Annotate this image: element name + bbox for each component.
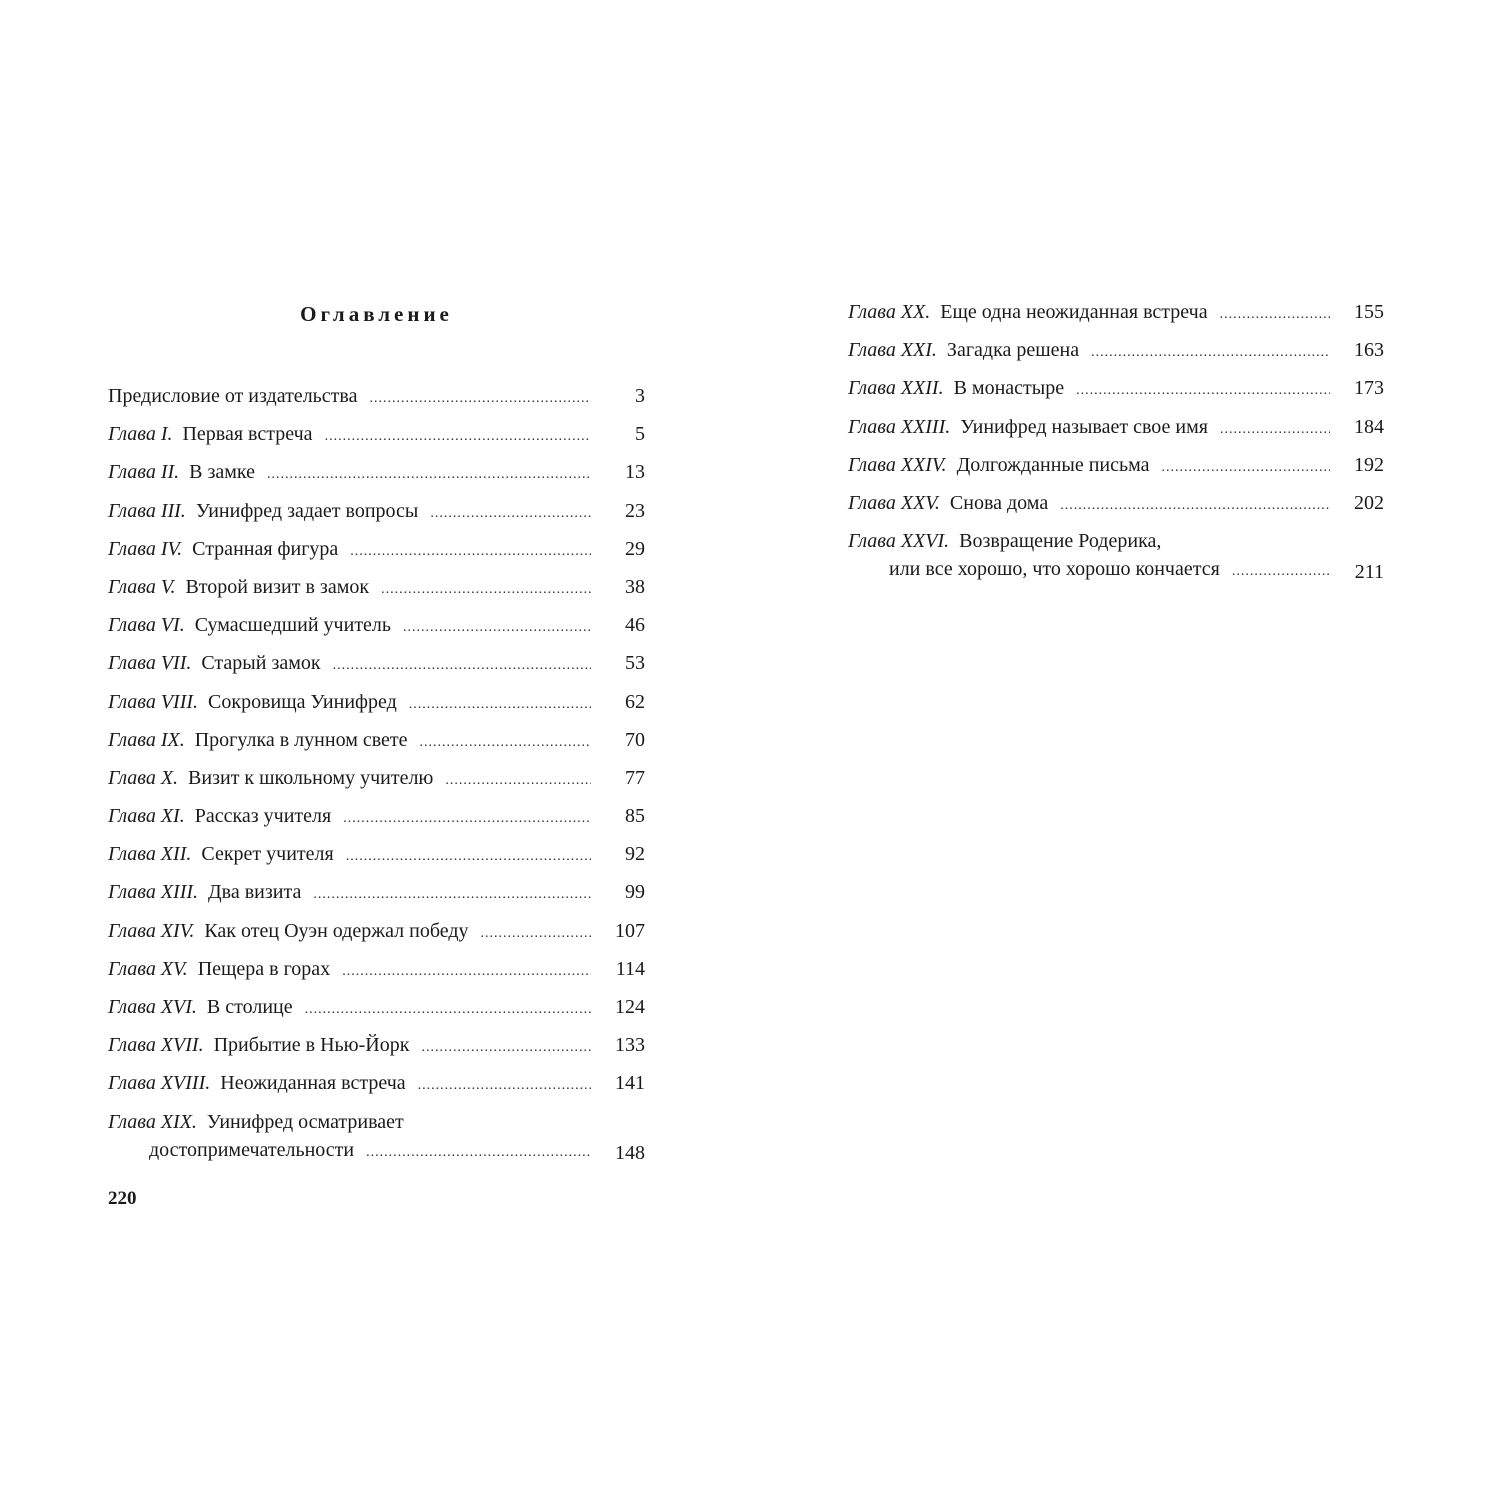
toc-list-left <box>108 382 645 1177</box>
toc-entry-line <box>848 298 1344 329</box>
dot-leader <box>1162 454 1330 482</box>
chapter-title: Снова дома <box>949 491 1049 514</box>
toc-entry-line <box>108 535 605 566</box>
toc-entry-line <box>848 374 1344 405</box>
page-ref: 77 <box>625 766 645 789</box>
page-ref: 29 <box>625 537 645 560</box>
chapter-label: Глава X. <box>108 766 179 789</box>
dot-leader <box>333 652 591 680</box>
dot-leader <box>305 996 591 1024</box>
toc-entry-line <box>108 688 605 719</box>
page-ref: 163 <box>1354 339 1384 362</box>
chapter-label: Глава IX. <box>108 728 185 751</box>
dot-leader <box>267 461 591 489</box>
toc-entry[interactable] <box>108 764 645 802</box>
toc-entry[interactable] <box>848 527 1384 586</box>
toc-entry-line <box>848 413 1344 444</box>
page-ref: 13 <box>625 461 645 484</box>
chapter-label: Глава XXII. <box>848 377 944 400</box>
chapter-label: Глава XXIV. <box>848 453 947 476</box>
toc-entry-text <box>848 374 1344 405</box>
chapter-label: Глава XVIII. <box>108 1072 211 1095</box>
toc-entry[interactable] <box>108 878 645 916</box>
toc-entry-line <box>108 917 605 948</box>
toc-entry[interactable] <box>108 688 645 726</box>
page-ref: 3 <box>635 385 645 407</box>
page-ref: 133 <box>615 1034 645 1057</box>
toc-entry[interactable] <box>848 336 1384 374</box>
toc-entry[interactable] <box>108 420 645 458</box>
page-ref: 202 <box>1354 491 1384 514</box>
chapter-title: Два визита <box>208 881 302 904</box>
toc-entry-text <box>108 573 605 604</box>
dot-leader <box>325 423 591 451</box>
toc-title: Оглавление <box>300 302 453 326</box>
chapter-title-continued: или все хорошо, что хорошо кончается <box>889 558 1220 581</box>
chapter-label: Глава XII. <box>108 843 192 866</box>
chapter-label: Глава XIII. <box>108 881 199 904</box>
toc-entry[interactable] <box>848 413 1384 451</box>
page-ref: 184 <box>1354 415 1384 438</box>
toc-entry-text <box>108 1031 605 1062</box>
page-ref: 99 <box>625 881 645 904</box>
chapter-title: Уинифред задает вопросы <box>195 499 419 522</box>
dot-leader <box>366 1139 591 1167</box>
toc-entry-text <box>108 1069 605 1100</box>
chapter-label: Глава VI. <box>108 614 185 637</box>
chapter-label: Глава VIII. <box>108 690 199 713</box>
toc-entry-line <box>848 527 1344 555</box>
chapter-title: Прибытие в Нью-Йорк <box>213 1034 410 1057</box>
chapter-title: В столице <box>206 996 293 1018</box>
dot-leader <box>420 729 591 757</box>
toc-entry-text <box>108 764 605 795</box>
toc-entry[interactable] <box>108 1031 645 1069</box>
toc-entry-line <box>108 726 605 757</box>
page-ref: 38 <box>625 575 645 598</box>
page-number: 220 <box>108 1188 137 1209</box>
chapter-title-continued: достопримечательности <box>149 1138 355 1161</box>
chapter-title: Старый замок <box>201 652 321 675</box>
toc-entry-text <box>108 535 605 566</box>
chapter-label: Глава XXV. <box>848 491 940 514</box>
toc-entry[interactable] <box>108 458 645 496</box>
dot-leader <box>445 767 591 795</box>
toc-entry[interactable] <box>848 451 1384 489</box>
toc-entry[interactable] <box>108 382 645 420</box>
chapter-label: Глава XXVI. <box>848 530 950 553</box>
dot-leader <box>381 576 591 604</box>
dot-leader <box>313 881 591 909</box>
page-ref: 23 <box>625 499 645 522</box>
chapter-title: Предисловие от издательства <box>108 385 358 407</box>
page-ref: 148 <box>615 1141 645 1164</box>
toc-entry-text <box>848 413 1344 444</box>
toc-entry[interactable] <box>108 802 645 840</box>
chapter-label: Глава VII. <box>108 652 192 675</box>
chapter-label: Глава I. <box>108 423 173 446</box>
toc-entry-text <box>108 420 605 451</box>
page-ref: 62 <box>625 690 645 713</box>
chapter-title: Странная фигура <box>192 537 339 560</box>
toc-entry-line <box>108 420 605 451</box>
dot-leader <box>1076 377 1330 405</box>
toc-entry-line <box>848 489 1344 520</box>
chapter-title: В монастыре <box>953 377 1065 400</box>
chapter-label: Глава XVI. <box>108 996 197 1018</box>
toc-entry-line <box>108 764 605 795</box>
dot-leader <box>409 691 591 719</box>
toc-entry[interactable] <box>108 573 645 611</box>
chapter-title: Рассказ учителя <box>194 805 332 828</box>
toc-entry-line <box>108 573 605 604</box>
chapter-label: Глава II. <box>108 461 180 484</box>
toc-entry-text <box>108 458 605 489</box>
chapter-title: Первая встреча <box>182 423 313 446</box>
toc-entry-text <box>848 336 1344 367</box>
page-ref: 155 <box>1354 301 1384 323</box>
dot-leader <box>1091 339 1330 367</box>
toc-entry[interactable] <box>108 917 645 955</box>
toc-entry-line <box>108 1031 605 1062</box>
page-ref: 114 <box>615 957 645 980</box>
toc-entry-text <box>848 298 1344 329</box>
toc-entry-text <box>108 649 605 680</box>
dot-leader <box>343 805 591 833</box>
dot-leader <box>346 843 591 871</box>
chapter-label: Глава XV. <box>108 957 188 980</box>
toc-entry[interactable] <box>108 1069 645 1107</box>
dot-leader <box>421 1034 591 1062</box>
toc-entry[interactable] <box>108 1108 645 1167</box>
toc-entry[interactable] <box>848 298 1384 336</box>
toc-entry[interactable] <box>848 374 1384 412</box>
toc-entry-text <box>108 688 605 719</box>
chapter-title: Второй визит в замок <box>185 575 370 598</box>
toc-entry-text <box>108 726 605 757</box>
dot-leader <box>1220 416 1330 444</box>
chapter-label: Глава XIX. <box>108 1110 197 1133</box>
toc-entry-line <box>108 840 605 871</box>
dot-leader <box>403 614 591 642</box>
chapter-label: Глава V. <box>108 575 176 598</box>
chapter-label: Глава XX. <box>848 301 931 323</box>
toc-entry[interactable] <box>108 840 645 878</box>
toc-entry-line <box>108 1069 605 1100</box>
toc-entry[interactable] <box>108 955 645 993</box>
toc-entry[interactable] <box>108 726 645 764</box>
chapter-label: Глава XXI. <box>848 339 937 362</box>
toc-list-right <box>848 298 1384 596</box>
page-ref: 124 <box>615 996 645 1018</box>
toc-entry-text <box>108 917 605 948</box>
toc-entry-line <box>108 802 605 833</box>
chapter-title: Уинифред называет свое имя <box>960 415 1208 438</box>
toc-entry-text <box>108 840 605 871</box>
toc-entry[interactable] <box>108 611 645 649</box>
toc-entry-text <box>108 611 605 642</box>
toc-entry[interactable] <box>108 497 645 535</box>
page-ref: 211 <box>1354 561 1384 584</box>
chapter-title: Сокровища Уинифред <box>208 690 397 713</box>
page-ref: 53 <box>625 652 645 675</box>
dot-leader <box>1232 558 1330 586</box>
toc-entry-line <box>108 458 605 489</box>
toc-entry-text <box>848 451 1344 482</box>
chapter-label: Глава XVII. <box>108 1034 204 1057</box>
chapter-title: Долгожданные письма <box>956 453 1150 476</box>
page-ref: 192 <box>1354 453 1384 476</box>
toc-entry-line <box>108 611 605 642</box>
chapter-title: В замке <box>189 461 256 484</box>
chapter-label: Глава IV. <box>108 537 183 560</box>
dot-leader <box>418 1072 591 1100</box>
chapter-title: Еще одна неожиданная встреча <box>940 301 1208 323</box>
chapter-label: Глава XIV. <box>108 919 195 942</box>
toc-entry-line <box>848 451 1344 482</box>
toc-entry[interactable] <box>108 649 645 687</box>
page-ref: 141 <box>615 1072 645 1095</box>
dot-leader <box>481 920 591 948</box>
toc-entry-line <box>108 382 605 413</box>
chapter-title: Возвращение Родерика, <box>959 530 1162 553</box>
dot-leader <box>342 958 591 986</box>
toc-entry-text <box>108 497 605 528</box>
dot-leader <box>1060 492 1330 520</box>
chapter-label: Глава XXIII. <box>848 415 951 438</box>
toc-entry-text <box>848 489 1344 520</box>
chapter-title: Сумасшедший учитель <box>194 614 392 637</box>
dot-leader <box>350 538 591 566</box>
page-ref: 107 <box>615 919 645 942</box>
chapter-title: Загадка решена <box>946 339 1080 362</box>
dot-leader <box>430 500 591 528</box>
toc-entry-line <box>108 1108 605 1136</box>
chapter-title: Прогулка в лунном свете <box>194 728 408 751</box>
toc-entry-line <box>108 497 605 528</box>
chapter-label: Глава XI. <box>108 805 185 828</box>
toc-entry-line <box>848 336 1344 367</box>
toc-entry-line <box>108 649 605 680</box>
page-ref: 46 <box>625 614 645 637</box>
toc-entry[interactable] <box>108 993 645 1031</box>
chapter-title: Пещера в горах <box>197 957 331 980</box>
chapter-title: Секрет учителя <box>201 843 334 866</box>
page-ref: 5 <box>635 423 645 446</box>
toc-entry[interactable] <box>108 535 645 573</box>
chapter-title: Неожиданная встреча <box>220 1072 406 1095</box>
dot-leader <box>369 385 591 413</box>
toc-entry-line <box>108 1136 605 1167</box>
chapter-title: Уинифред осматривает <box>206 1110 404 1133</box>
toc-entry-text <box>108 382 605 413</box>
toc-entry-text <box>108 993 605 1024</box>
page-ref: 85 <box>625 805 645 828</box>
page-ref: 92 <box>625 843 645 866</box>
toc-entry-line <box>108 993 605 1024</box>
toc-entry-text <box>108 878 605 909</box>
toc-entry-text <box>848 527 1344 586</box>
chapter-label: Глава III. <box>108 499 186 522</box>
toc-entry-line <box>848 555 1344 586</box>
toc-entry-line <box>108 878 605 909</box>
chapter-title: Как отец Оуэн одержал победу <box>204 919 469 942</box>
dot-leader <box>1220 301 1330 329</box>
chapter-title: Визит к школьному учителю <box>188 766 434 789</box>
page-ref: 173 <box>1354 377 1384 400</box>
toc-entry-line <box>108 955 605 986</box>
toc-entry-text <box>108 1108 605 1167</box>
toc-entry[interactable] <box>848 489 1384 527</box>
page-ref: 70 <box>625 728 645 751</box>
toc-entry-text <box>108 802 605 833</box>
toc-entry-text <box>108 955 605 986</box>
